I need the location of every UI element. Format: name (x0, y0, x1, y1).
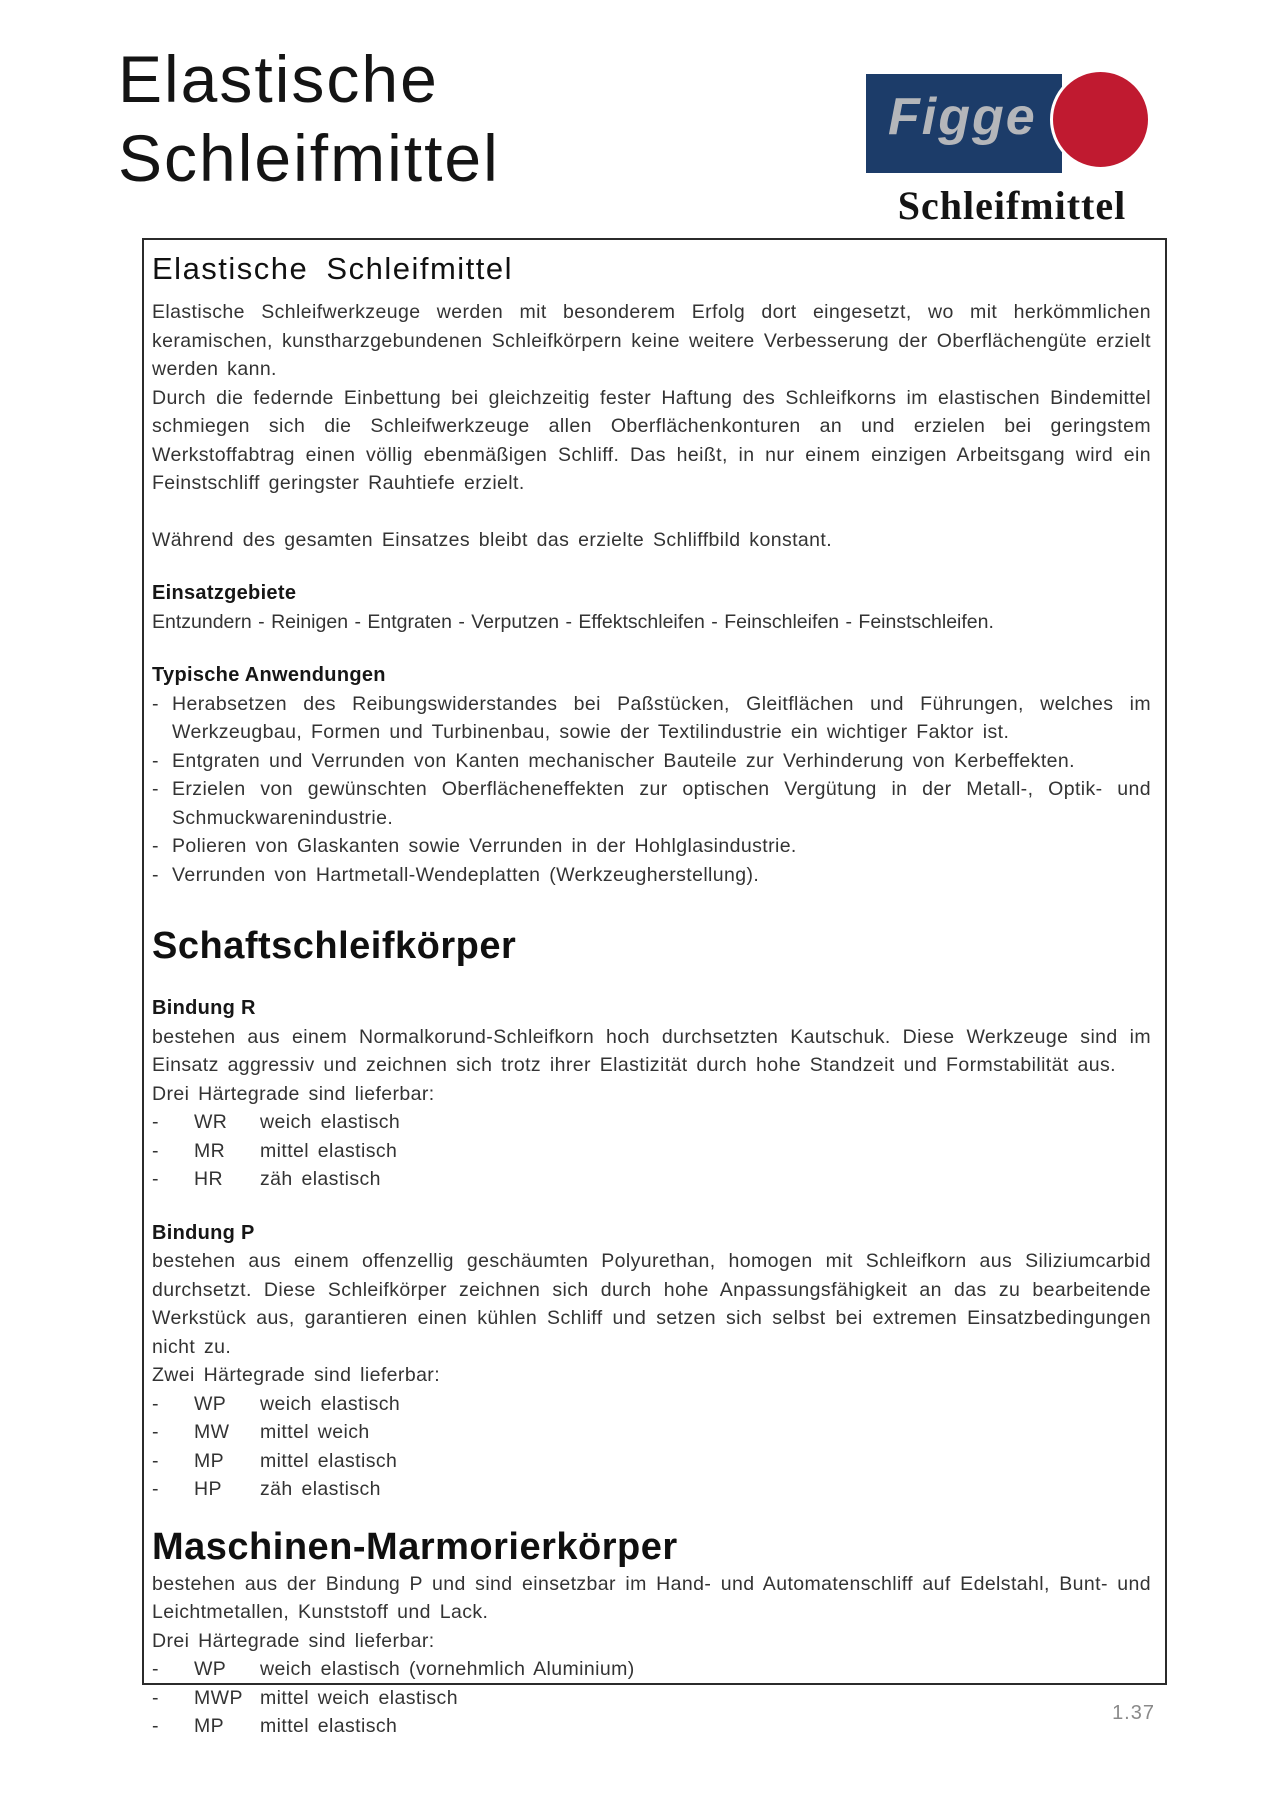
heading-maschinen-marmorierkoerper: Maschinen-Marmorierkörper (152, 1525, 678, 1568)
bullet-dash: - (152, 1168, 159, 1190)
grade-label: mittel weich elastisch (260, 1686, 458, 1709)
grade-code: MR (194, 1139, 226, 1162)
grade-label: mittel elastisch (260, 1715, 398, 1737)
bullet-dash: - (152, 835, 159, 857)
bindung-r-text: bestehen aus einem Normalkorund-Schleifkorn hoch durchsetzten Kautschuk. Diese Werkzeuge sind im Einsatz aggressiv und zeichnen sich trotz ihrer Elastizität durch hohe Standzeit und Formstabilität aus. (152, 1025, 1151, 1076)
marmorier-grades-intro: Drei Härtegrade sind lieferbar: (152, 1629, 435, 1652)
intro-paragraph-1: Elastische Schleifwerkzeuge werden mit besonderem Erfolg dort eingesetzt, wo mit herkömmlichen keramischen, kunstharzgebundenen Schleifkörpern keine weitere Verbesserung der Oberflächengüte erzielt werden kann. (152, 301, 1151, 380)
bullet-dash: - (152, 1139, 159, 1162)
bindung-r-grades-intro: Drei Härtegrade sind lieferbar: (152, 1082, 435, 1105)
page-title (118, 40, 500, 198)
anwendung-item (152, 690, 1151, 747)
anwendung-item-text: Erzielen von gewünschten Oberflächeneffekten zur optischen Vergütung in der Metall-, Optik- und Schmuckwarenindustrie. (172, 778, 1151, 829)
grade-row (152, 1108, 1151, 1137)
bullet-dash: - (152, 1449, 159, 1472)
grade-row (152, 1712, 1151, 1741)
figge-wordmark: Figge (888, 88, 1037, 146)
anwendung-item-text: Verrunden von Hartmetall-Wendeplatten (Werkzeugherstellung). (172, 863, 760, 886)
intro-paragraph-2: Durch die federnde Einbettung bei gleichzeitig fester Haftung des Schleifkorns im elastischen Bindemittel schmiegen sich die Schleifwerkzeuge allen Oberflächenkonturen an und erzielen bei geringstem Werkstoffabtrag einen völlig ebenmäßigen Schliff. Das heißt, in nur einem einzigen Arbeitsgang wird ein Feinstschliff geringster Rauhtiefe erzielt. (152, 386, 1151, 494)
figge-logo (866, 74, 1166, 229)
heading-bindung-p: Bindung P (152, 1221, 255, 1244)
grade-code: MW (194, 1421, 230, 1443)
constant-note: Während des gesamten Einsatzes bleibt das erzielte Schliffbild konstant. (152, 528, 833, 551)
grade-code: MP (194, 1449, 225, 1472)
grade-code: MP (194, 1715, 225, 1737)
bullet-dash: - (152, 692, 159, 715)
grade-label: zäh elastisch (260, 1478, 381, 1500)
grade-code: MWP (194, 1686, 243, 1709)
grade-row (152, 1655, 1151, 1684)
anwendung-item (152, 775, 1151, 832)
bullet-dash: - (152, 1478, 159, 1500)
grade-code: WP (194, 1658, 227, 1680)
grade-label: zäh elastisch (260, 1168, 381, 1190)
marmorier-text: bestehen aus der Bindung P und sind einsetzbar im Hand- und Automatenschliff auf Edelstahl, Bunt- und Leichtmetallen, Kunststoff und Lack. (152, 1572, 1151, 1623)
heading-schaftschleifkoerper: Schaftschleifkörper (152, 925, 517, 967)
grade-code: WR (194, 1111, 228, 1133)
grade-row (152, 1447, 1151, 1476)
bindung-p-text: bestehen aus einem offenzellig geschäumten Polyurethan, homogen mit Schleifkorn aus Siliziumcarbid durchsetzt. Diese Schleifkörper zeichnen sich durch hohe Anpassungsfähigkeit an das zu bearbeitende Werkstück aus, garantieren einen kühlen Schliff und setzen sich selbst bei extremen Einsatzbedingungen nicht zu. (152, 1250, 1151, 1358)
grade-row (152, 1390, 1151, 1419)
bullet-dash: - (152, 1715, 159, 1737)
bullet-dash: - (152, 1421, 159, 1443)
grade-label: weich elastisch (260, 1111, 401, 1133)
bullet-dash: - (152, 1111, 159, 1133)
logo-red-circle-icon (1050, 69, 1151, 170)
logo-subtitle: Schleifmittel (897, 183, 1127, 228)
anwendung-item (152, 832, 1151, 861)
grade-row (152, 1137, 1151, 1166)
bullet-dash: - (152, 778, 159, 800)
grade-label: weich elastisch (260, 1392, 401, 1415)
page-title-line2: Schleifmittel (118, 121, 500, 195)
anwendung-item-text: Entgraten und Verrunden von Kanten mechanischer Bauteile zur Verhinderung von Kerbeffekten. (172, 749, 1075, 772)
grade-code: HR (194, 1168, 223, 1190)
grade-label: mittel elastisch (260, 1139, 398, 1162)
anwendung-item-text: Polieren von Glaskanten sowie Verrunden in der Hohlglasindustrie. (172, 835, 797, 857)
logo-box (866, 74, 1062, 173)
bullet-dash: - (152, 1658, 159, 1680)
bullet-dash: - (152, 1686, 159, 1709)
heading-typische-anwendungen: Typische Anwendungen (152, 664, 386, 686)
bullet-dash: - (152, 749, 159, 772)
grade-row (152, 1418, 1151, 1447)
grade-row (152, 1684, 1151, 1713)
page-title-line1: Elastische (118, 42, 439, 116)
bullet-dash: - (152, 1392, 159, 1415)
grade-label: weich elastisch (vornehmlich Aluminium) (260, 1658, 635, 1680)
heading-einsatzgebiete: Einsatzgebiete (152, 582, 297, 604)
einsatzgebiete-text: Entzundern - Reinigen - Entgraten - Verputzen - Effektschleifen - Feinschleifen - Feinstschleifen. (152, 610, 994, 633)
anwendung-item (152, 747, 1151, 776)
grade-row (152, 1475, 1151, 1504)
grade-label: mittel weich (260, 1421, 370, 1443)
bullet-dash: - (152, 863, 159, 886)
page-number: 1.37 (1112, 1702, 1155, 1724)
bindung-p-grades-intro: Zwei Härtegrade sind lieferbar: (152, 1364, 441, 1386)
grade-label: mittel elastisch (260, 1449, 398, 1472)
grade-code: HP (194, 1478, 222, 1500)
grade-row (152, 1165, 1151, 1194)
section-heading-elastische-schleifmittel: Elastische Schleifmittel (152, 251, 514, 286)
heading-bindung-r: Bindung R (152, 997, 256, 1019)
grade-code: WP (194, 1392, 227, 1415)
anwendung-item (152, 861, 1151, 890)
anwendung-item-text: Herabsetzen des Reibungswiderstandes bei Paßstücken, Gleitflächen und Führungen, welches im Werkzeugbau, Formen und Turbinenbau, sowie der Textilindustrie ein wichtiger Faktor ist. (172, 692, 1151, 743)
